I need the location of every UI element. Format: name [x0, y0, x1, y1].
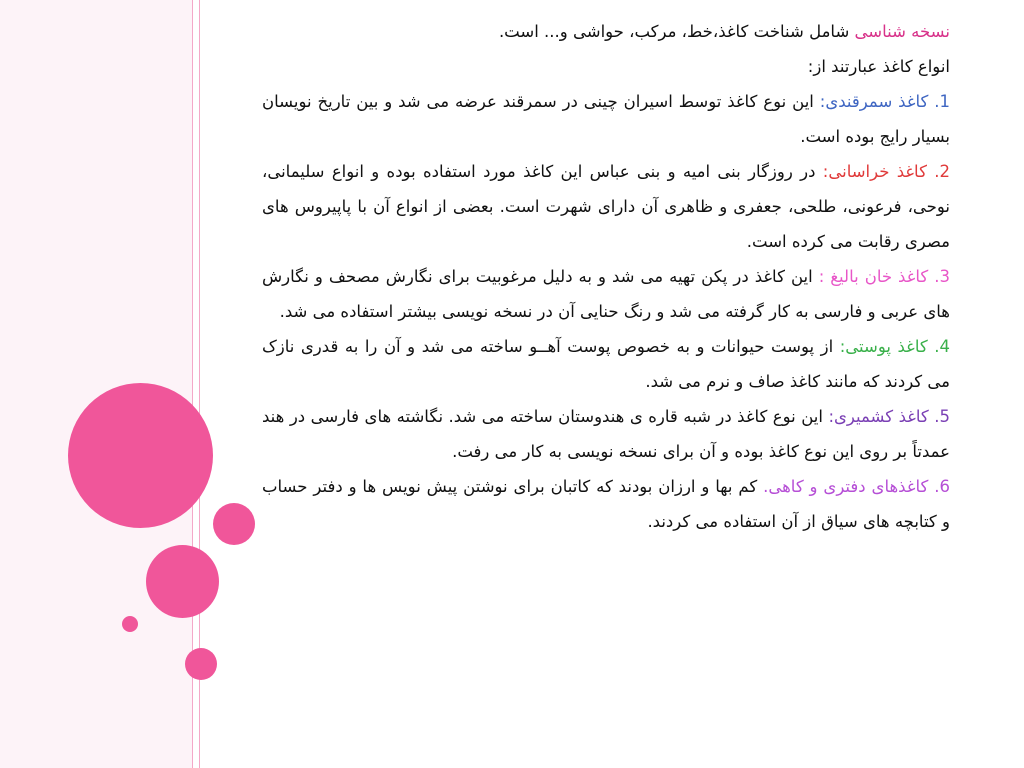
item-text: کم بها و ارزان بودند که کاتبان برای نوشتن پیش نویس ها و دفتر حساب و کتابچه های سیاق از آن استفاده می کردند.: [262, 477, 950, 531]
item-text: در روزگار بنی امیه و بنی عباس این کاغذ مورد استفاده بوده و انواع سلیمانی، نوحی، فرعونی، طلحی، جعفری و ظاهری آن دارای شهرت است. بعضی از انواع آن با پاپیروس های مصری رقابت می کرده است.: [262, 162, 950, 251]
slide-body-text: [262, 14, 950, 539]
item-text: از پوست حیوانات و به خصوص پوست آهــو ساخته می شد و آن را به قدری نازک می کردند که مانند کاغذ صاف و نرم می شد.: [262, 337, 950, 391]
decorative-circle-medium: [146, 545, 219, 618]
list-item: [262, 259, 950, 329]
intro-term: نسخه شناسی: [854, 22, 950, 41]
list-item: [262, 329, 950, 399]
item-term: کاغذ پوستی:: [839, 337, 928, 356]
types-heading: انواع کاغذ عبارتند از:: [807, 57, 950, 76]
item-number: 1.: [928, 92, 950, 111]
decorative-circle-small: [185, 648, 217, 680]
item-term: کاغذ سمرقندی:: [819, 92, 929, 111]
list-item: [262, 399, 950, 469]
list-item: [262, 84, 950, 154]
item-number: 3.: [928, 267, 950, 286]
intro-text: شامل شناخت کاغذ،خط، مرکب، حواشی و... است.: [498, 22, 855, 41]
item-text: این کاغذ در پکن تهیه می شد و به دلیل مرغوبیت برای نگارش مصحف و نگارش های عربی و فارسی به کار گرفته می شد و رنگ حنایی آن در نسخه نویسی بیشتر استفاده می شد.: [262, 267, 950, 321]
decorative-circle-tiny: [122, 616, 138, 632]
item-term: کاغذ کشمیری:: [828, 407, 929, 426]
list-item: [262, 469, 950, 539]
item-number: 6.: [928, 477, 950, 496]
decorative-circle-large: [68, 383, 213, 528]
item-number: 5.: [928, 407, 950, 426]
item-text: این نوع کاغذ توسط اسیران چینی در سمرقند عرضه می شد و بین تاریخ نویسان بسیار رایج بوده است.: [262, 92, 950, 146]
item-term: کاغذ خان بالیغ :: [818, 267, 929, 286]
intro-paragraph: [262, 14, 950, 49]
item-number: 2.: [926, 162, 951, 181]
decorative-side-panel: [0, 0, 193, 768]
item-text: این نوع کاغذ در شبه قاره ی هندوستان ساخته می شد. نگاشته های فارسی در هند عمدتاً بر روی این نوع کاغذ بوده و آن برای نسخه نویسی به کار می رفت.: [262, 407, 950, 461]
list-item: [262, 154, 950, 259]
decorative-circle-medium: [213, 503, 255, 545]
item-number: 4.: [927, 337, 950, 356]
item-term: کاغذ خراسانی:: [822, 162, 927, 181]
item-term: کاغذهای دفتری و کاهی.: [763, 477, 929, 496]
